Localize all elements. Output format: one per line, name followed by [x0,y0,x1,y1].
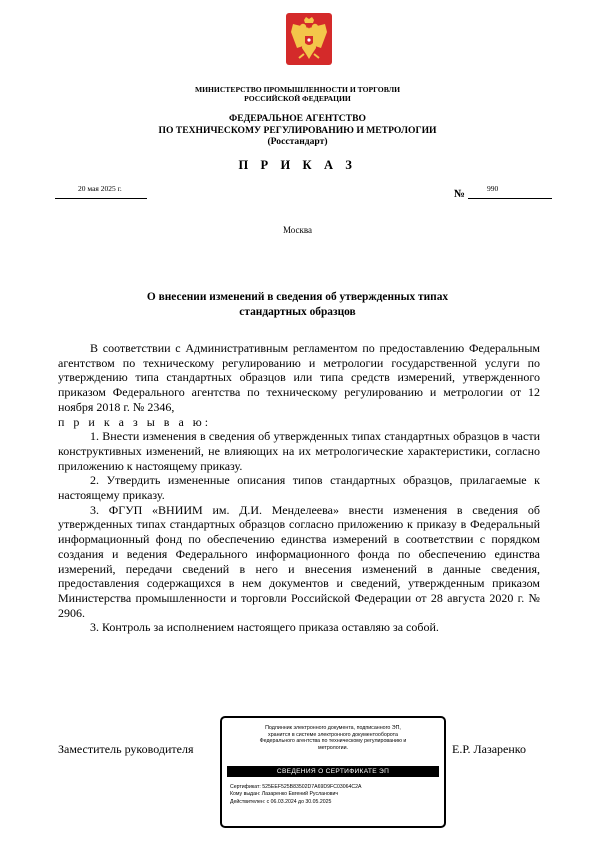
ministry-name-line2: РОССИЙСКОЙ ФЕДЕРАЦИИ [244,94,351,103]
agency-name-line1: ФЕДЕРАЛЬНОЕ АГЕНТСТВО [229,113,366,124]
intro-paragraph: В соответствии с Административным регламентом по предоставлению Федеральным агентством по техническому регулированию и метрологии государственной услуги по утверждению типа стандартных образцов или типа средств измерений, утвержденного приказом Федерального агентства по техническому регулированию и метрологии от 12 ноября 2018 г. № 2346, [58,341,540,414]
certificate-info [230,784,361,806]
signer-position: Заместитель руководителя [58,742,194,756]
stamp-notice-line4: метрологии. [317,744,349,751]
order-item-2: 2. Утвердить измененные описания типов стандартных образцов, прилагаемые к настоящему приказу. [58,473,540,503]
document-type: П Р И К А З [238,158,357,172]
document-title-line1: О внесении изменений в сведения об утвержденных типах [146,291,449,303]
stamp-notice-line1: Подлинник электронного документа, подписанного ЭП, [265,725,401,731]
stamp-notice [222,725,444,751]
number-underline [468,198,552,199]
agency-name-line2: ПО ТЕХНИЧЕСКОМУ РЕГУЛИРОВАНИЮ И МЕТРОЛОГИИ [158,124,437,136]
certificate-owner: Кому выдан: Лазаренко Евгений Русланович [230,791,339,798]
date-underline [55,198,147,199]
order-item-3: 3. ФГУП «ВНИИМ им. Д.И. Менделеева» внести изменения в сведения об утвержденных типах стандартных образцов согласно приложению к приказу в Федеральный информационный фонд по обеспечению единства измерений в соответствии с порядком создания и ведения Федерального информационного фонда по обеспечению единства измерений, передачи сведений в него и внесения изменений в данные сведения, предоставления содержащихся в нем документов и сведений, утвержденным приказом Министерства промышленности и торговли Российской Федерации от 28 августа 2020 г. № 2906. [58,502,540,620]
document-city: Москва [283,225,312,235]
certificate-header-bar: СВЕДЕНИЯ О СЕРТИФИКАТЕ ЭП [227,766,439,777]
number-sign: № [454,188,466,200]
order-item-1: 1. Внести изменения в сведения об утвержденных типах стандартных образцов в части конструктивных изменений, не влияющих на их метрологические характеристики, согласно приложению к настоящему приказу. [58,429,540,473]
stamp-notice-line2: хранится в системе электронного документооборота [268,731,398,738]
ministry-name-line1: МИНИСТЕРСТВО ПРОМЫШЛЕННОСТИ И ТОРГОВЛИ [194,85,401,94]
document-number: 990 [487,184,499,193]
document-title-line2: стандартных образцов [239,306,356,318]
certificate-validity: Действителен: с 06.03.2024 до 30.05.2025 [230,798,332,805]
electronic-signature-stamp [220,716,446,828]
document-body [58,341,540,635]
certificate-serial: Сертификат: 525EEF525B83502D7A69D9FC03064C2A [230,784,362,790]
stamp-notice-line3: Федерального агентства по техническому регулированию и [259,738,407,745]
order-word: п р и к а з ы в а ю: [58,414,212,429]
signer-name: Е.Р. Лазаренко [452,742,527,756]
order-item-4: 3. Контроль за исполнением настоящего приказа оставляю за собой. [90,620,439,635]
document-date: 20 мая 2025 г. [78,184,122,193]
agency-short-name: (Росстандарт) [267,136,328,147]
russian-coat-of-arms-icon [285,12,333,66]
